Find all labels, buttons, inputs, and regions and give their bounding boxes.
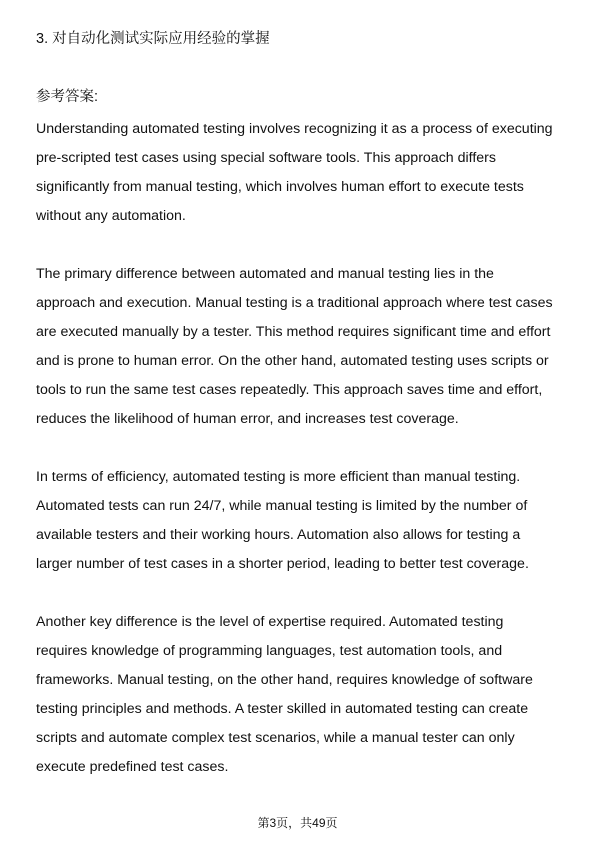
text-line: and is prone to human error. On the other hand, automated testing uses scripts or [36,353,549,369]
page-number-footer: 第3页，共49页 [257,816,338,830]
answer-paragraph-4 [36,608,562,782]
text-line: significantly from manual testing, which involves human effort to execute tests [36,179,524,195]
text-line: larger number of test cases in a shorter period, leading to better test coverage. [36,556,529,572]
text-line: Automated tests can run 24/7, while manual testing is limited by the number of [36,498,528,514]
text-line: In terms of efficiency, automated testing is more efficient than manual testing. [36,469,521,485]
text-line: requires knowledge of programming languages, test automation tools, and [36,643,503,659]
answer-paragraph-3 [36,463,562,579]
answer-label: 参考答案: [36,89,99,105]
question-heading: 3. 对自动化测试实际应用经验的掌握 [36,31,270,47]
text-line: tools to run the same test cases repeatedly. This approach saves time and effort, [36,382,543,398]
text-line: are executed manually by a tester. This method requires significant time and effort [36,324,551,340]
text-line: without any automation. [36,208,186,224]
text-line: pre-scripted test cases using special software tools. This approach differs [36,150,497,166]
text-line: frameworks. Manual testing, on the other hand, requires knowledge of software [36,672,533,688]
text-line: reduces the likelihood of human error, and increases test coverage. [36,411,459,427]
text-line: execute predefined test cases. [36,759,229,775]
text-line: approach and execution. Manual testing is a traditional approach where test cases [36,295,553,311]
answer-body [36,115,562,811]
text-line: testing principles and methods. A tester skilled in automated testing can create [36,701,529,717]
text-line: Another key difference is the level of expertise required. Automated testing [36,614,504,630]
text-line: available testers and their working hours. Automation also allows for testing a [36,527,521,543]
answer-paragraph-1 [36,115,562,231]
text-line: Understanding automated testing involves recognizing it as a process of executing [36,121,553,137]
text-line: The primary difference between automated and manual testing lies in the [36,266,494,282]
answer-paragraph-2 [36,260,562,434]
text-line: scripts and automate complex test scenarios, while a manual tester can only [36,730,515,746]
